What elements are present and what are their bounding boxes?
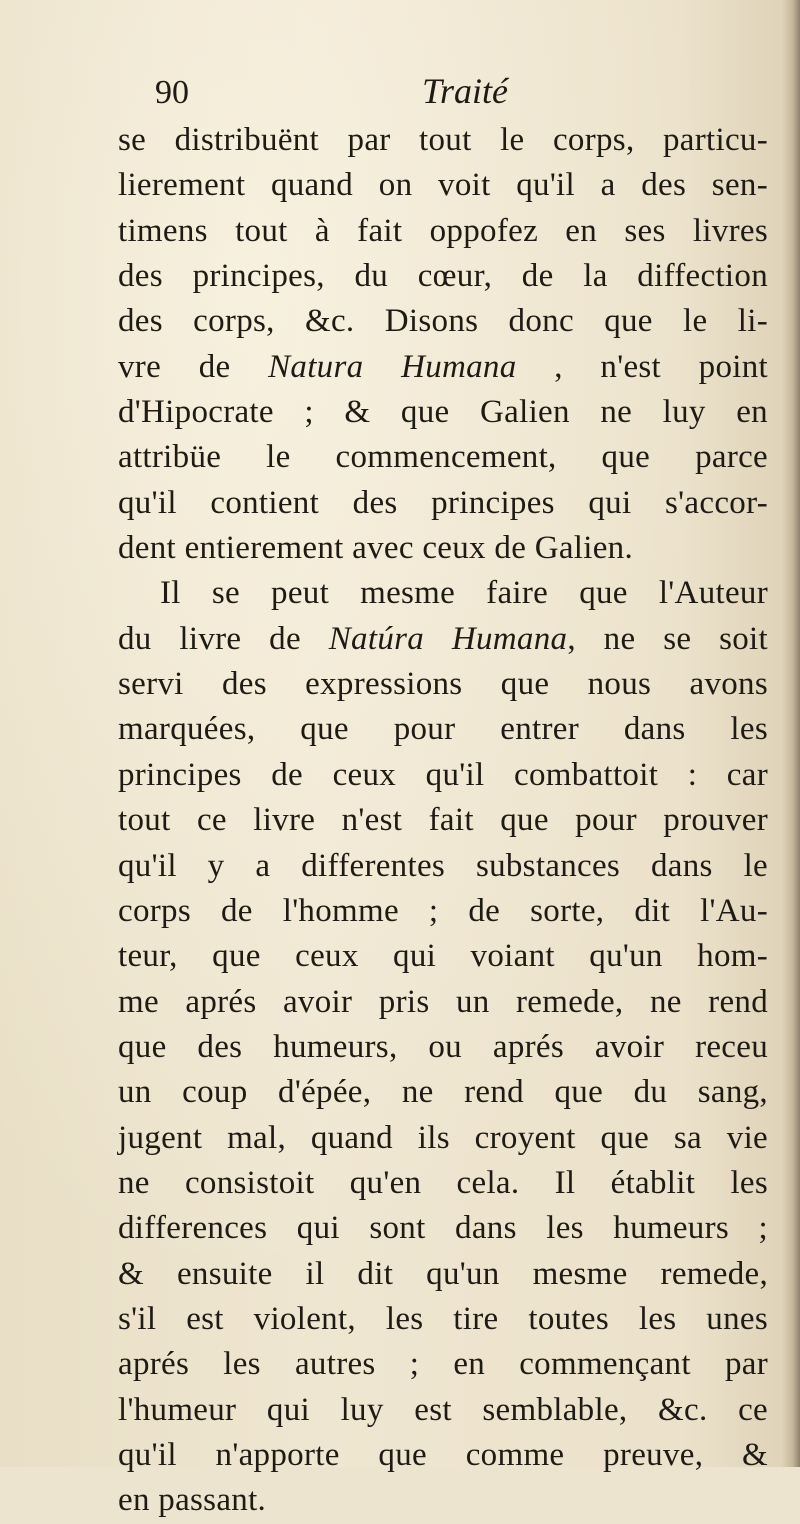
text-segment: que des humeurs, ou aprés avoir receu: [118, 1028, 768, 1065]
text-line: [118, 435, 768, 480]
text-segment: corps de l'homme ; de sorte, dit l'Au-: [118, 892, 768, 929]
text-line: [118, 1478, 768, 1523]
page-edge-shadow: [782, 0, 800, 1467]
text-segment: un coup d'épée, ne rend que du sang,: [118, 1074, 768, 1111]
text-line: [118, 1206, 768, 1251]
text-segment: l'humeur qui luy est semblable, &c. ce: [118, 1391, 768, 1428]
text-line: [118, 1252, 768, 1297]
text-segment: se distribuënt par tout le corps, particu-: [118, 122, 768, 158]
text-line: [118, 844, 768, 889]
text-segment: en passant.: [118, 1482, 267, 1519]
text-line: [118, 1161, 768, 1206]
italic-title: Natúra Humana: [328, 620, 568, 657]
text-line: [118, 571, 768, 616]
page-header: [150, 70, 710, 120]
text-segment: me aprés avoir pris un remede, ne rend: [118, 983, 768, 1020]
text-segment: servi des expressions que nous avons: [118, 666, 768, 703]
text-line: [118, 934, 768, 979]
text-line: [118, 390, 768, 435]
text-line: [118, 254, 768, 299]
text-line: [118, 1025, 768, 1070]
text-segment: tout ce livre n'est fait que pour prouver: [118, 802, 768, 839]
text-line: [118, 1116, 768, 1161]
text-line: [118, 1388, 768, 1433]
text-segment: ne consistoit qu'en cela. Il établit les: [118, 1164, 768, 1201]
text-segment: & ensuite il dit qu'un mesme remede,: [118, 1255, 768, 1292]
text-line: [118, 526, 768, 571]
text-line: [118, 1433, 768, 1478]
text-line: [118, 980, 768, 1025]
text-segment: dent entierement avec ceux de Galien.: [118, 530, 634, 567]
text-segment: qu'il y a differentes substances dans le: [118, 847, 768, 884]
text-segment: qu'il n'apporte que comme preuve, &: [118, 1436, 768, 1473]
text-segment: attribüe le commencement, que parce: [118, 439, 768, 476]
text-segment: jugent mal, quand ils croyent que sa vie: [118, 1119, 768, 1156]
text-segment: , ne se soit: [567, 620, 768, 657]
italic-title: Natura Humana: [268, 348, 517, 385]
text-segment: d'Hipocrate ; & que Galien ne luy en: [118, 394, 768, 431]
text-segment: teur, que ceux qui voiant qu'un hom-: [118, 938, 768, 975]
text-segment: des corps, &c. Disons donc que le li-: [118, 303, 768, 340]
page-number: 90: [155, 74, 189, 111]
text-segment: marquées, que pour entrer dans les: [118, 711, 768, 748]
text-line: [118, 1070, 768, 1115]
text-line: [118, 163, 768, 208]
text-line: [118, 1297, 768, 1342]
text-segment: differences qui sont dans les humeurs ;: [118, 1210, 768, 1247]
text-line: [118, 662, 768, 707]
text-line: [118, 345, 768, 390]
text-line: [118, 617, 768, 662]
text-segment: , n'est point: [516, 348, 768, 385]
text-segment: timens tout à fait oppofez en ses livres: [118, 212, 768, 249]
text-line: [118, 889, 768, 934]
text-segment: vre de: [118, 348, 269, 385]
text-segment: du livre de: [118, 620, 329, 657]
text-segment: des principes, du cœur, de la diffection: [118, 258, 768, 295]
text-line: [118, 798, 768, 843]
running-title: Traité: [422, 71, 509, 111]
text-segment: lierement quand on voit qu'il a des sen-: [118, 167, 768, 204]
text-line: [118, 118, 768, 163]
text-segment: aprés les autres ; en commençant par: [118, 1346, 768, 1383]
text-line: [118, 481, 768, 526]
text-segment: principes de ceux qu'il combattoit : car: [118, 756, 768, 793]
text-segment: s'il est violent, les tire toutes les unes: [118, 1300, 768, 1337]
text-segment: qu'il contient des principes qui s'accor-: [118, 484, 768, 521]
text-line: [118, 1342, 768, 1387]
text-line: [118, 209, 768, 254]
text-line: [118, 707, 768, 752]
body-text: [118, 118, 768, 1524]
text-line: [118, 299, 768, 344]
text-segment: Il se peut mesme faire que l'Auteur: [160, 575, 768, 612]
text-line: [118, 753, 768, 798]
